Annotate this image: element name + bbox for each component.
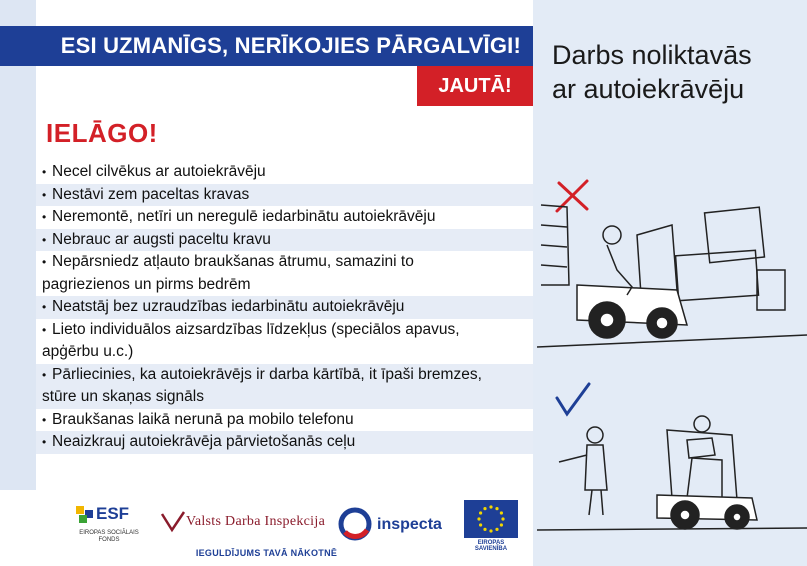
eu-logo: EIROPAS SAVIENĪBA <box>462 500 520 550</box>
page-title <box>552 38 802 106</box>
vdi-logo: Valsts Darba Inspekcija <box>160 508 320 538</box>
eu-flag-icon <box>464 500 518 538</box>
list-item: • Neatstāj bez uzraudzības iedarbinātu autoiekrāvēju <box>36 296 533 319</box>
list-item: • Neaizkrauj autoiekrāvēja pārvietošanās ceļu <box>36 431 533 454</box>
list-item: • Braukšanas laikā nerunā pa mobilo telefonu <box>36 409 533 432</box>
esf-mark-icon <box>76 506 94 524</box>
left-decor-band <box>0 0 36 490</box>
inspecta-logo: inspecta <box>335 504 445 544</box>
ask-tag: JAUTĀ! <box>417 66 533 106</box>
forklift-correct-illustration <box>537 380 807 540</box>
footer-logos <box>0 490 533 566</box>
list-item: • Necel cilvēkus ar autoiekrāvēju <box>36 161 533 184</box>
headline-banner: ESI UZMANĪGS, NERĪKOJIES PĀRGALVĪGI! <box>0 26 533 66</box>
list-item: • Nestāvi zem paceltas kravas <box>36 184 533 207</box>
inspecta-mark-icon <box>337 506 373 542</box>
forklift-wrong-illustration <box>537 175 807 355</box>
check-mark-icon <box>557 384 589 414</box>
title-line-1: Darbs noliktavās <box>552 40 752 70</box>
slogan: IEGULDĪJUMS TAVĀ NĀKOTNĒ <box>195 548 338 558</box>
list-item: • Lieto individuālos aizsardzības līdzekļus (speciālos apavus, apģērbu u.c.) <box>36 319 533 364</box>
list-item: • Nebrauc ar augsti paceltu kravu <box>36 229 533 252</box>
list-item: • Neremontē, netīri un neregulē iedarbinātu autoiekrāvēju <box>36 206 533 229</box>
title-line-2: ar autoiekrāvēju <box>552 74 745 104</box>
vdi-mark-icon <box>160 508 186 534</box>
rules-list <box>36 161 533 454</box>
list-item: • Pārliecinies, ka autoiekrāvējs ir darba kārtībā, it īpaši bremzes, stūre un skaņas signāls <box>36 364 533 409</box>
section-heading: IELĀGO! <box>46 118 158 148</box>
esf-logo: ESF EIROPAS SOCIĀLAIS FONDS <box>72 504 142 544</box>
list-item: • Nepārsniedz atļauto braukšanas ātrumu, samazini to pagriezienos un pirms bedrēm <box>36 251 533 296</box>
